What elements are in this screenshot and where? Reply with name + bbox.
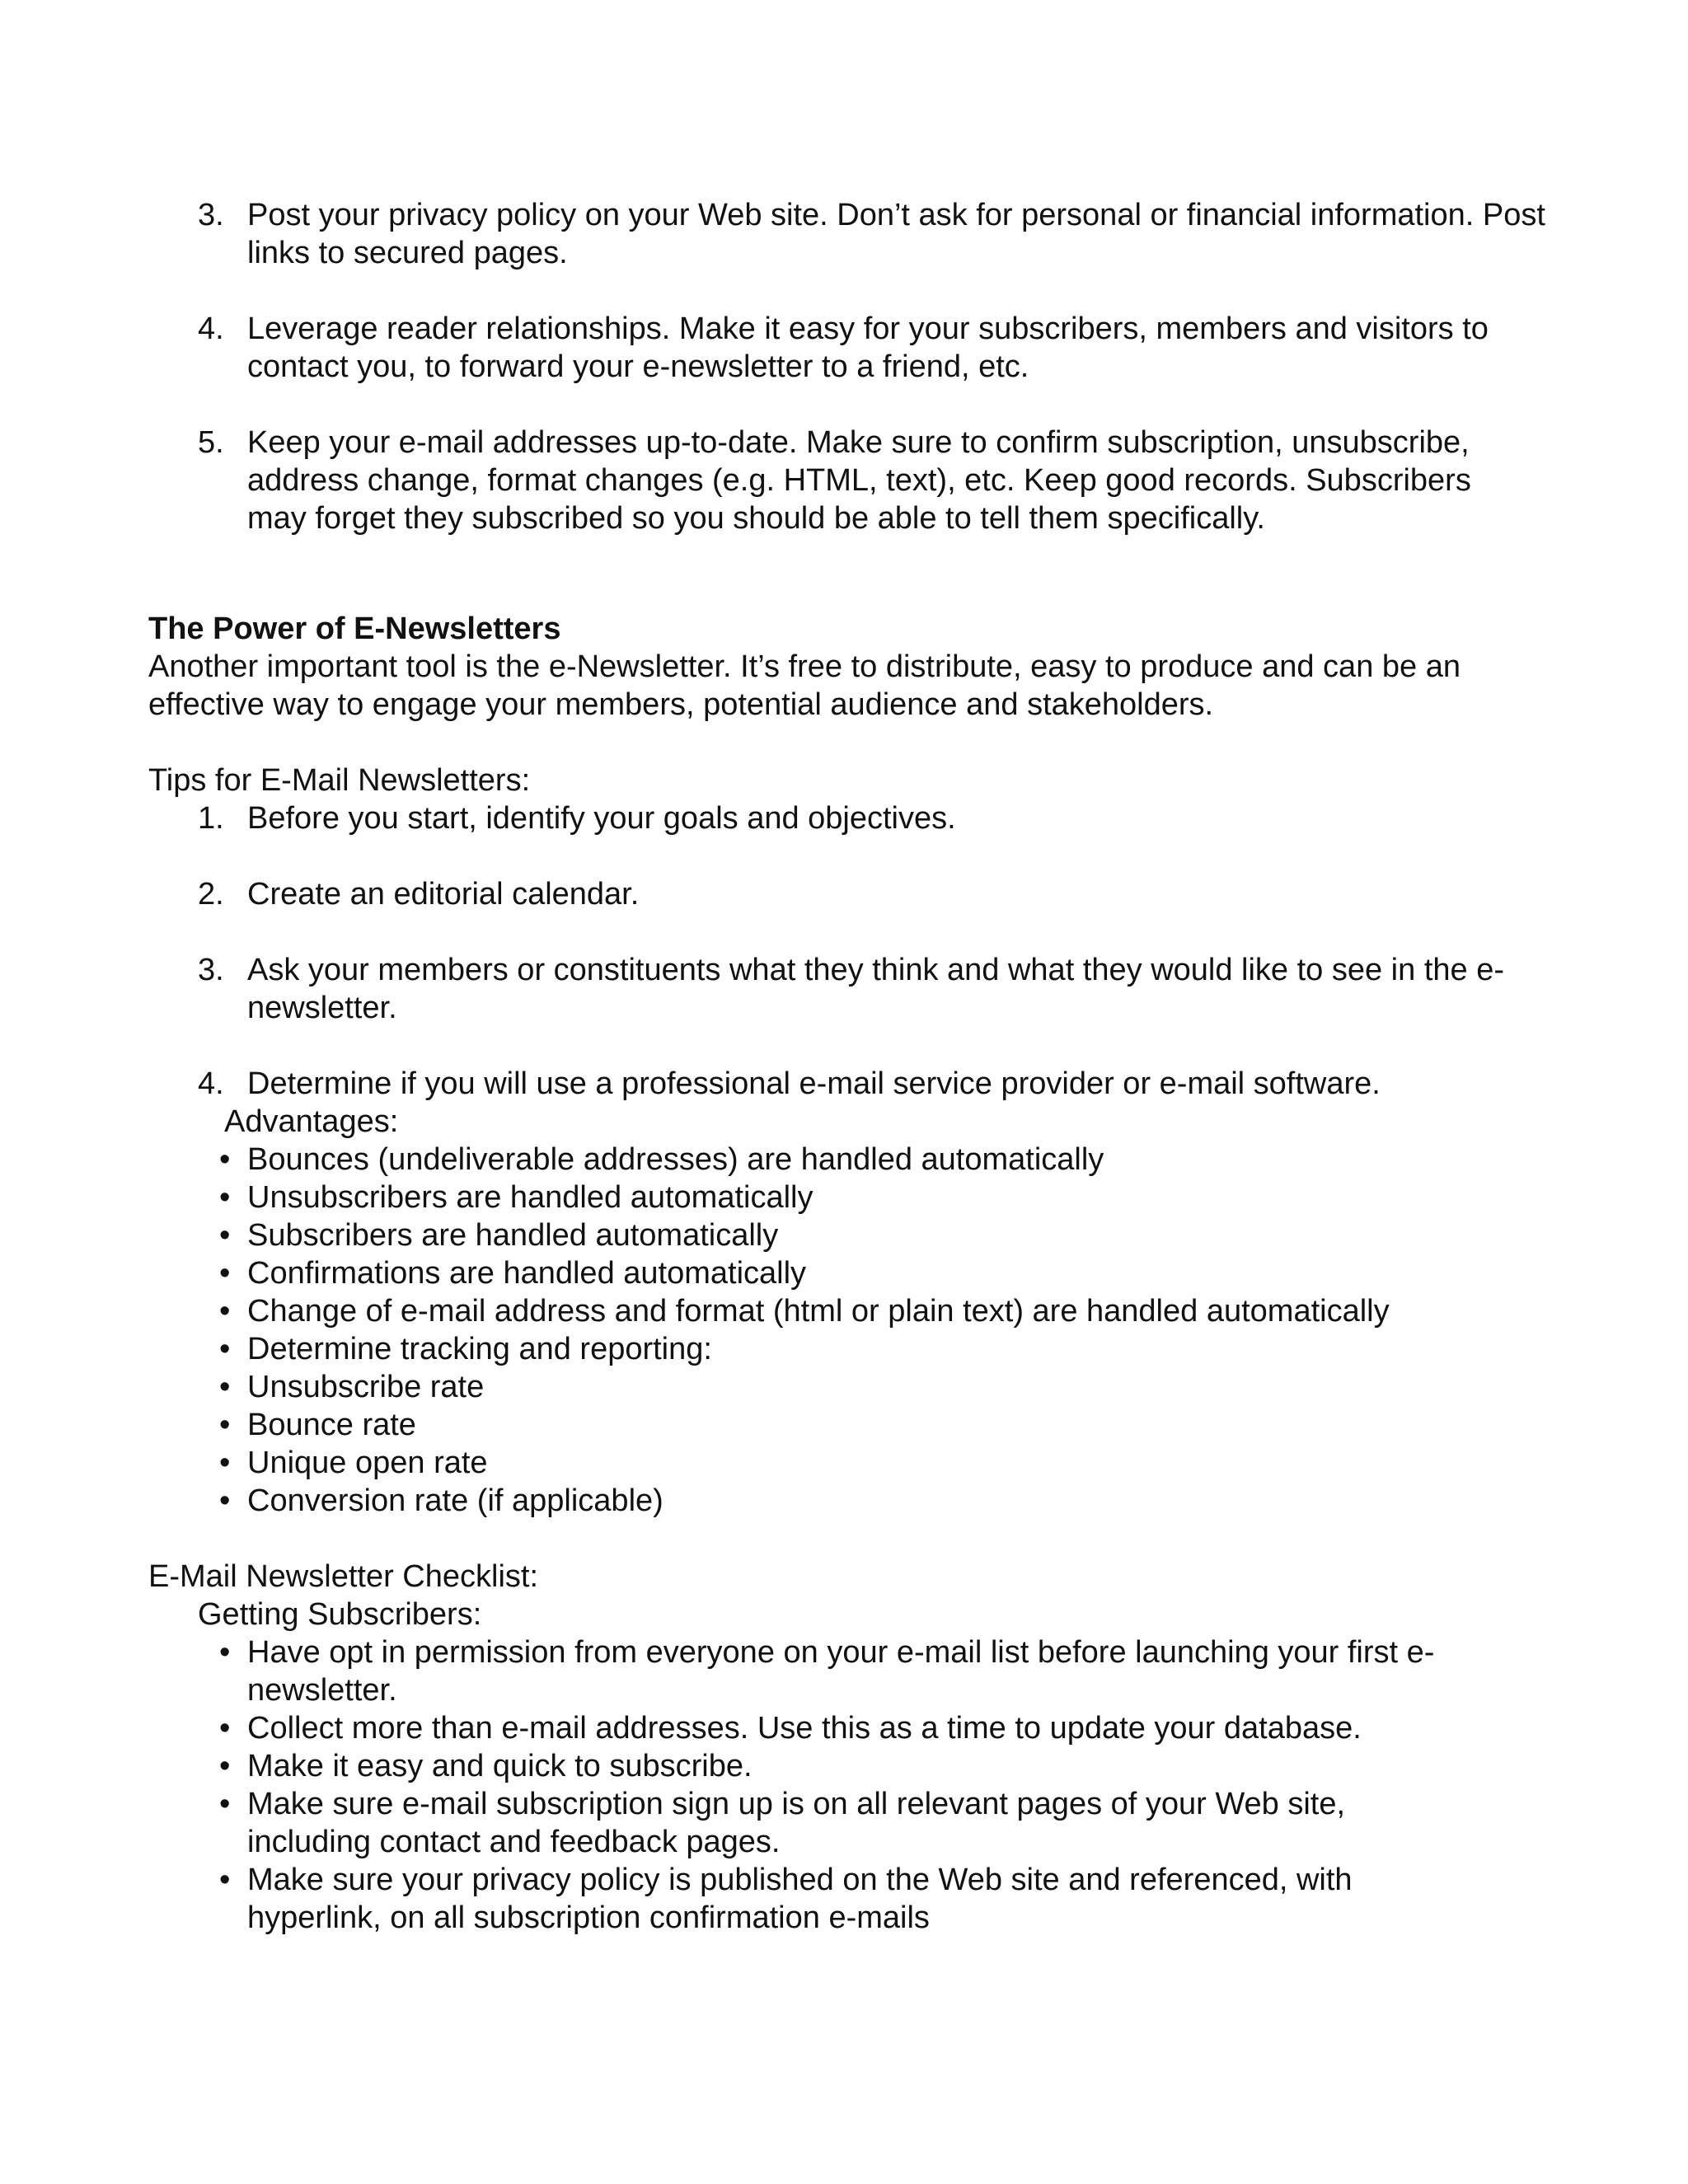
advantage-text: Bounces (undeliverable addresses) are handled automatically [247, 1142, 1104, 1177]
advantage-item [148, 1368, 1550, 1406]
list-item [148, 799, 1550, 837]
checklist-text: Make sure your privacy policy is published on the Web site and referenced, with hyperlink, on all subscription confirmation e-mails [247, 1863, 1353, 1935]
list-number: 4. [198, 1066, 224, 1101]
power-section [148, 610, 1550, 724]
tips-label: Tips for E-Mail Newsletters: [148, 763, 531, 798]
checklist-label: E-Mail Newsletter Checklist: [148, 1559, 538, 1594]
list-text: Determine if you will use a professional e-mail service provider or e-mail software. [247, 1066, 1381, 1101]
list-item [148, 951, 1550, 1027]
list-item [148, 310, 1550, 386]
list-number: 1. [198, 801, 224, 836]
section-heading: The Power of E-Newsletters [148, 612, 561, 646]
list-text: Ask your members or constituents what they think and what they would like to see in the e-newsletter. [247, 953, 1504, 1025]
checklist-text: Have opt in permission from everyone on your e-mail list before launching your first e-newsletter. [247, 1635, 1435, 1708]
list-text: Post your privacy policy on your Web site. Don’t ask for personal or financial information. Post links to secured pages. [247, 198, 1545, 270]
bullet: • [219, 1256, 231, 1291]
bullet: • [219, 1142, 231, 1177]
bullet: • [219, 1483, 231, 1518]
list-item [148, 1065, 1550, 1103]
bullet: • [219, 1635, 231, 1670]
list-number: 2. [198, 877, 224, 912]
bullet: • [219, 1294, 231, 1329]
advantage-text: Change of e-mail address and format (html or plain text) are handled automatically [247, 1294, 1390, 1329]
bullet: • [219, 1332, 231, 1366]
checklist-item [148, 1785, 1550, 1861]
list-text: Create an editorial calendar. [247, 877, 640, 912]
list-text: Leverage reader relationships. Make it easy for your subscribers, members and visitors to contact you, to forward your e-newsletter to a friend, etc. [247, 312, 1489, 384]
list-number: 4. [198, 312, 224, 346]
advantage-text: Bounce rate [247, 1408, 416, 1442]
advantage-text: Subscribers are handled automatically [247, 1218, 779, 1253]
list-item [148, 424, 1550, 537]
bullet: • [219, 1863, 231, 1897]
advantage-text: Conversion rate (if applicable) [247, 1483, 663, 1518]
list-item [148, 196, 1550, 272]
advantage-item [148, 1482, 1550, 1520]
bullet: • [219, 1787, 231, 1821]
list-text: Before you start, identify your goals and objectives. [247, 801, 956, 836]
list-item [148, 875, 1550, 913]
checklist-text: Collect more than e-mail addresses. Use this as a time to update your database. [247, 1711, 1362, 1746]
advantage-text: Unsubscribers are handled automatically [247, 1180, 814, 1215]
bullet: • [219, 1218, 231, 1253]
advantages-label: Advantages: [224, 1104, 399, 1139]
advantage-text: Unique open rate [247, 1446, 488, 1480]
advantage-item [148, 1292, 1550, 1330]
checklist-item [148, 1709, 1550, 1747]
advantage-item [148, 1406, 1550, 1444]
bullet: • [219, 1180, 231, 1215]
advantage-item [148, 1179, 1550, 1216]
bullet: • [219, 1408, 231, 1442]
advantage-item [148, 1444, 1550, 1482]
advantage-item [148, 1254, 1550, 1292]
checklist-text: Make sure e-mail subscription sign up is on all relevant pages of your Web site, including contact and feedback pages. [247, 1787, 1346, 1859]
advantage-text: Unsubscribe rate [247, 1370, 485, 1404]
bullet: • [219, 1711, 231, 1746]
checklist-sub-label: Getting Subscribers: [198, 1597, 482, 1632]
checklist-item [148, 1861, 1550, 1937]
list-text: Keep your e-mail addresses up-to-date. Make sure to confirm subscription, unsubscribe, address change, format changes (e.g. HTML, text), etc. Keep good records. Subscribers may forget they subscribed so you should be able to tell them specifically. [247, 425, 1471, 536]
checklist-item [148, 1747, 1550, 1785]
advantage-text: Confirmations are handled automatically [247, 1256, 807, 1291]
section-body: Another important tool is the e-Newsletter. It’s free to distribute, easy to produce and can be an effective way to engage your members, potential audience and stakeholders. [148, 649, 1461, 722]
checklist-item [148, 1633, 1550, 1709]
bullet: • [219, 1749, 231, 1783]
bullet: • [219, 1446, 231, 1480]
top-numbered-list [148, 196, 1550, 537]
bullet: • [219, 1370, 231, 1404]
advantage-item [148, 1330, 1550, 1368]
tips-section [148, 762, 1550, 1520]
list-number: 3. [198, 198, 224, 232]
checklist-text: Make it easy and quick to subscribe. [247, 1749, 753, 1783]
checklist-section [148, 1558, 1550, 1937]
advantage-item [148, 1141, 1550, 1179]
advantage-text: Determine tracking and reporting: [247, 1332, 712, 1366]
advantage-item [148, 1216, 1550, 1254]
list-number: 3. [198, 953, 224, 987]
list-number: 5. [198, 425, 224, 460]
